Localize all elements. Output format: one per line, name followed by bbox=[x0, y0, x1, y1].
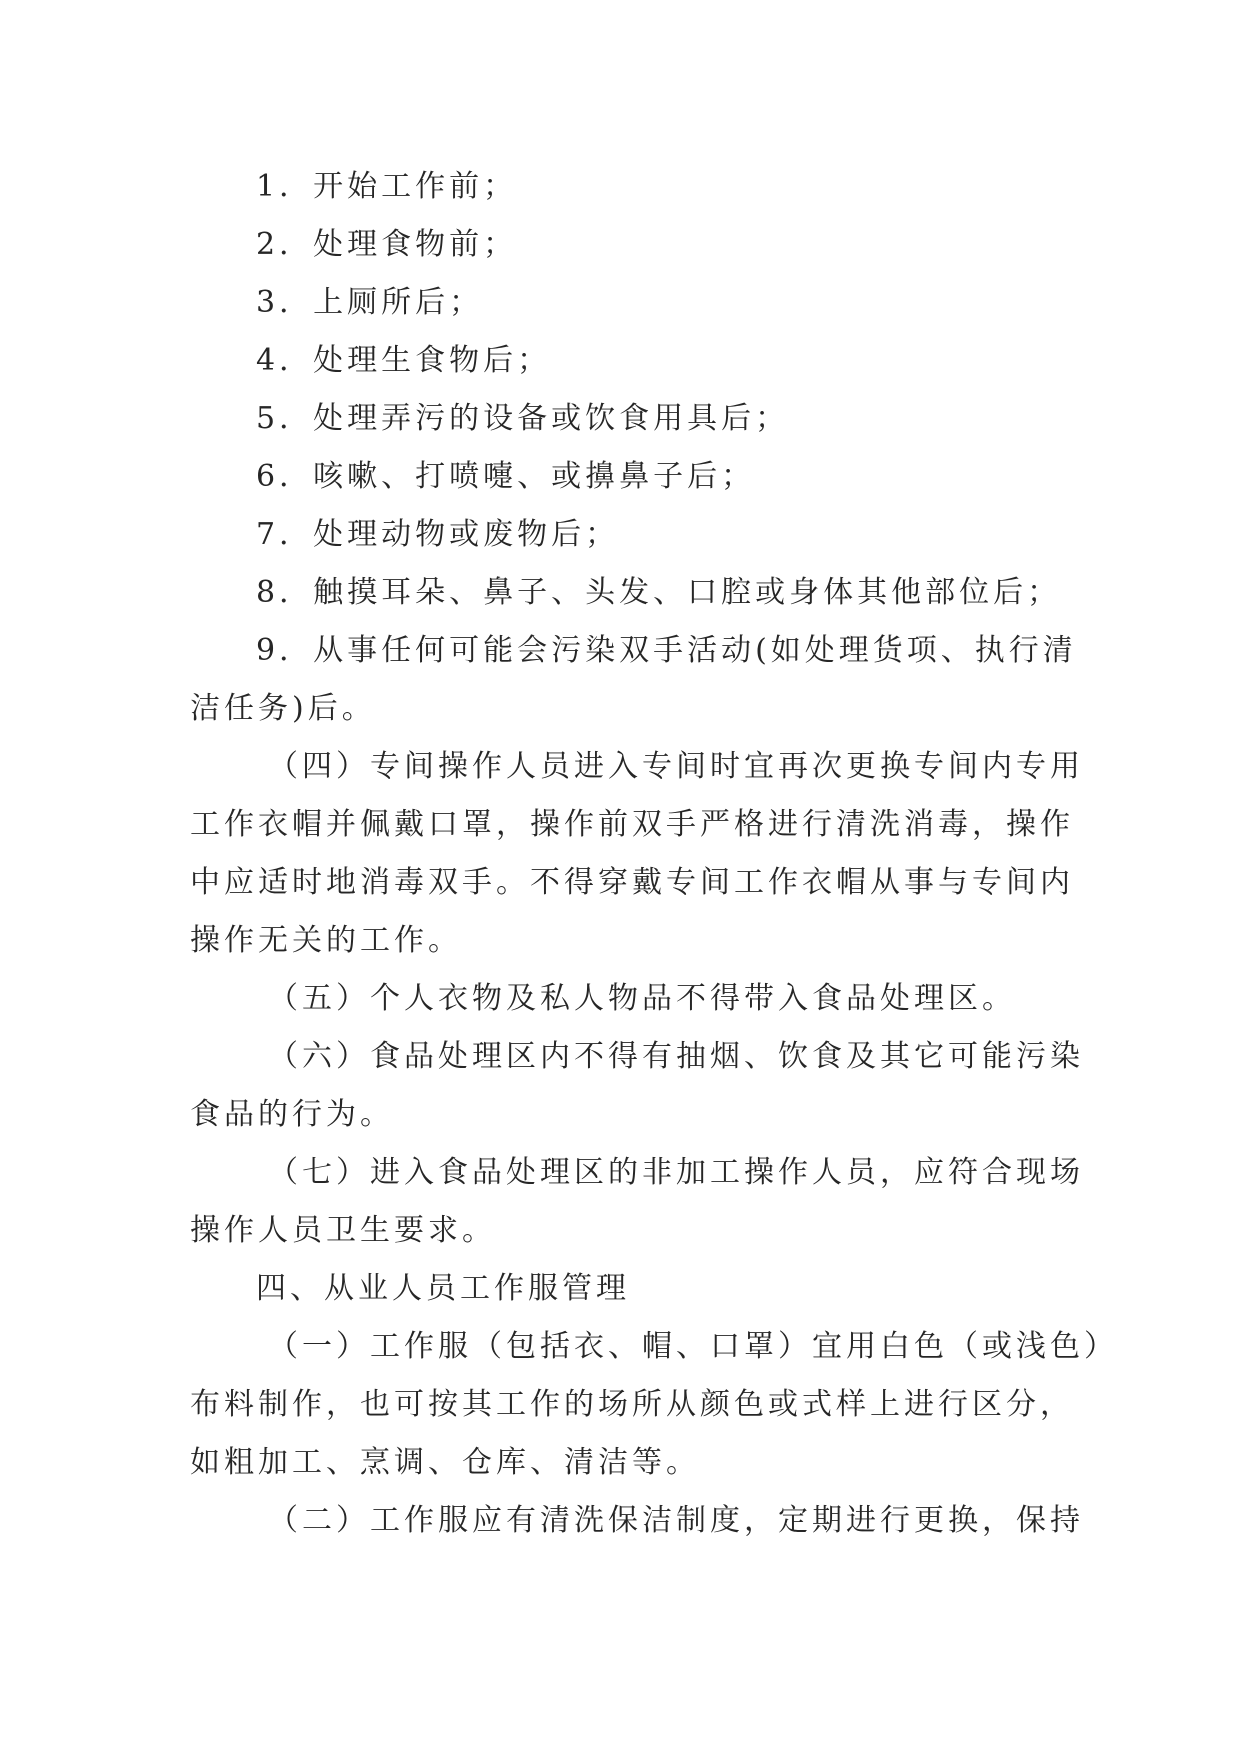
text-line: 5．处理弄污的设备或饮食用具后； bbox=[256, 401, 790, 436]
text-line: 8．触摸耳朵、鼻子、头发、口腔或身体其他部位后； bbox=[256, 575, 1062, 610]
text-line: 1．开始工作前； bbox=[256, 169, 518, 204]
text-line: 4．处理生食物后； bbox=[256, 343, 552, 378]
text-line: 3．上厕所后； bbox=[256, 285, 484, 320]
text-line: 洁任务)后。 bbox=[190, 691, 376, 726]
text-line: 布料制作，也可按其工作的场所从颜色或式样上进行区分， bbox=[190, 1387, 1074, 1422]
text-line: （五）个人衣物及私人物品不得带入食品处理区。 bbox=[268, 981, 1016, 1016]
text-line: 9．从事任何可能会污染双手活动(如处理货项、执行清 bbox=[256, 633, 1077, 668]
text-line: 7．处理动物或废物后； bbox=[256, 517, 620, 552]
text-line: （二）工作服应有清洗保洁制度，定期进行更换，保持 bbox=[268, 1503, 1084, 1538]
text-line: （四）专间操作人员进入专间时宜再次更换专间内专用 bbox=[268, 749, 1084, 784]
document-body bbox=[190, 158, 1118, 1550]
text-line: 操作人员卫生要求。 bbox=[190, 1213, 496, 1248]
text-line: 2．处理食物前； bbox=[256, 227, 518, 262]
text-line: 食品的行为。 bbox=[190, 1097, 394, 1132]
text-line: 如粗加工、烹调、仓库、清洁等。 bbox=[190, 1445, 700, 1480]
text-line: 操作无关的工作。 bbox=[190, 923, 462, 958]
text-line: 中应适时地消毒双手。不得穿戴专间工作衣帽从事与专间内 bbox=[190, 865, 1074, 900]
text-line: （一）工作服（包括衣、帽、口罩）宜用白色（或浅色） bbox=[268, 1329, 1118, 1364]
text-line: 四、从业人员工作服管理 bbox=[256, 1271, 630, 1306]
text-line: 6．咳嗽、打喷嚏、或擤鼻子后； bbox=[256, 459, 756, 494]
text-line: 工作衣帽并佩戴口罩，操作前双手严格进行清洗消毒，操作 bbox=[190, 807, 1074, 842]
text-line: （六）食品处理区内不得有抽烟、饮食及其它可能污染 bbox=[268, 1039, 1084, 1074]
text-line: （七）进入食品处理区的非加工操作人员，应符合现场 bbox=[268, 1155, 1084, 1190]
